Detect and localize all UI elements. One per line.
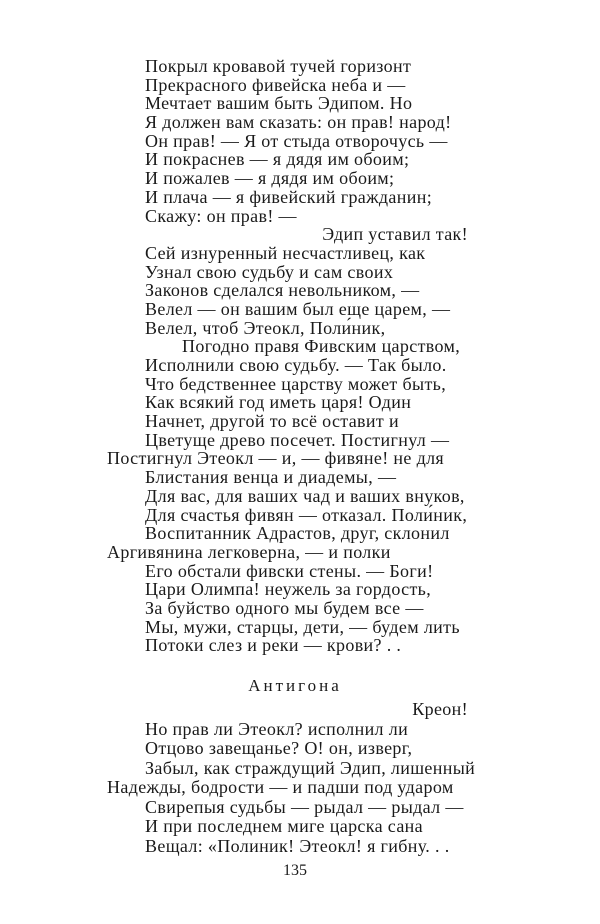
verse-line: Погодно правя Фивским царством,: [182, 336, 461, 357]
speaker-heading: Антигона: [248, 676, 342, 695]
verse-line: И покраснев — я дядя им обоим;: [145, 149, 410, 170]
verse-line: Велел, чтоб Этеокл, Поли́ник,: [145, 317, 386, 338]
verse-line: Постигнул Этеокл — и, — фивяне! не для: [107, 448, 445, 469]
verse-line: Но прав ли Этеокл? исполнил ли: [145, 718, 409, 739]
verse-line: Скажу: он прав! —: [145, 205, 297, 226]
verse-line: Что бедственнее царству может быть,: [145, 373, 447, 394]
verse-line: Забыл, как страждущий Эдип, лишенный: [145, 757, 476, 778]
verse-line: Законов сделался невольником, —: [145, 280, 420, 301]
verse-line: Воспитанник Адрастов, друг, склонил: [145, 523, 450, 544]
verse-line: Начнет, другой то всё оставит и: [145, 411, 399, 432]
verse-line: Покрыл кровавой тучей горизонт: [145, 56, 412, 76]
verse-line: Он прав! — Я от стыда отворочусь —: [145, 130, 448, 151]
verse-line: Исполнили свою судьбу. — Так было.: [145, 355, 447, 375]
verse-line: Узнал свою судьбу и сам своих: [145, 261, 394, 282]
verse-block-2: [0, 700, 600, 856]
verse-line: И плача — я фивейский гражданин;: [145, 186, 433, 207]
verse-line: Потоки слез и реки — крови? . .: [145, 635, 402, 656]
verse-line: Мечтает вашим быть Эдипом. Но: [145, 93, 413, 114]
verse-line: Мы, мужи, старцы, дети, — будем лить: [145, 616, 460, 637]
verse-line: И при последнем миге царска сана: [145, 816, 423, 836]
verse-line: Цари Олимпа! неужель за гордость,: [145, 579, 432, 600]
verse-line: Я должен вам сказать: он прав! народ!: [145, 112, 452, 133]
verse-line: Свирепыя судьбы — рыдал — рыдал —: [145, 796, 464, 817]
verse-line: Цветуще древо посечет. Постигнул —: [145, 429, 450, 450]
verse-line: Для счастья фивян — отказал. Поли́ник,: [145, 504, 468, 525]
verse-line: Как всякий год иметь царя! Один: [145, 392, 412, 413]
verse-line: И пожалев — я дядя им обоим;: [145, 168, 395, 189]
verse-line: Креон!: [412, 699, 468, 719]
verse-line: Вещал: «Полиник! Этеокл! я гибну. . .: [145, 835, 450, 856]
verse-line: Эдип уставил так!: [322, 224, 468, 245]
page-number: 135: [283, 862, 307, 879]
verse-line: Отцово завещанье? О! он, изверг,: [145, 738, 413, 758]
verse-line: Для вас, для ваших чад и ваших внуков,: [145, 485, 465, 506]
verse-line: За буйство одного мы будем все —: [145, 597, 424, 618]
verse-line: Блистания венца и диадемы, —: [145, 467, 397, 488]
verse-line: Велел — он вашим был еще царем, —: [145, 298, 451, 319]
verse-line: Аргивянина легковерна, — и полки: [107, 541, 391, 562]
verse-block-1: [0, 57, 600, 655]
verse-line: Сей изнуренный несчастливец, как: [145, 242, 426, 263]
verse-line: Прекрасного фивейска неба и —: [145, 74, 406, 95]
verse-line: Его обстали фивски стены. — Боги!: [145, 560, 434, 581]
verse-line: Надежды, бодрости — и падши под ударом: [107, 777, 454, 797]
